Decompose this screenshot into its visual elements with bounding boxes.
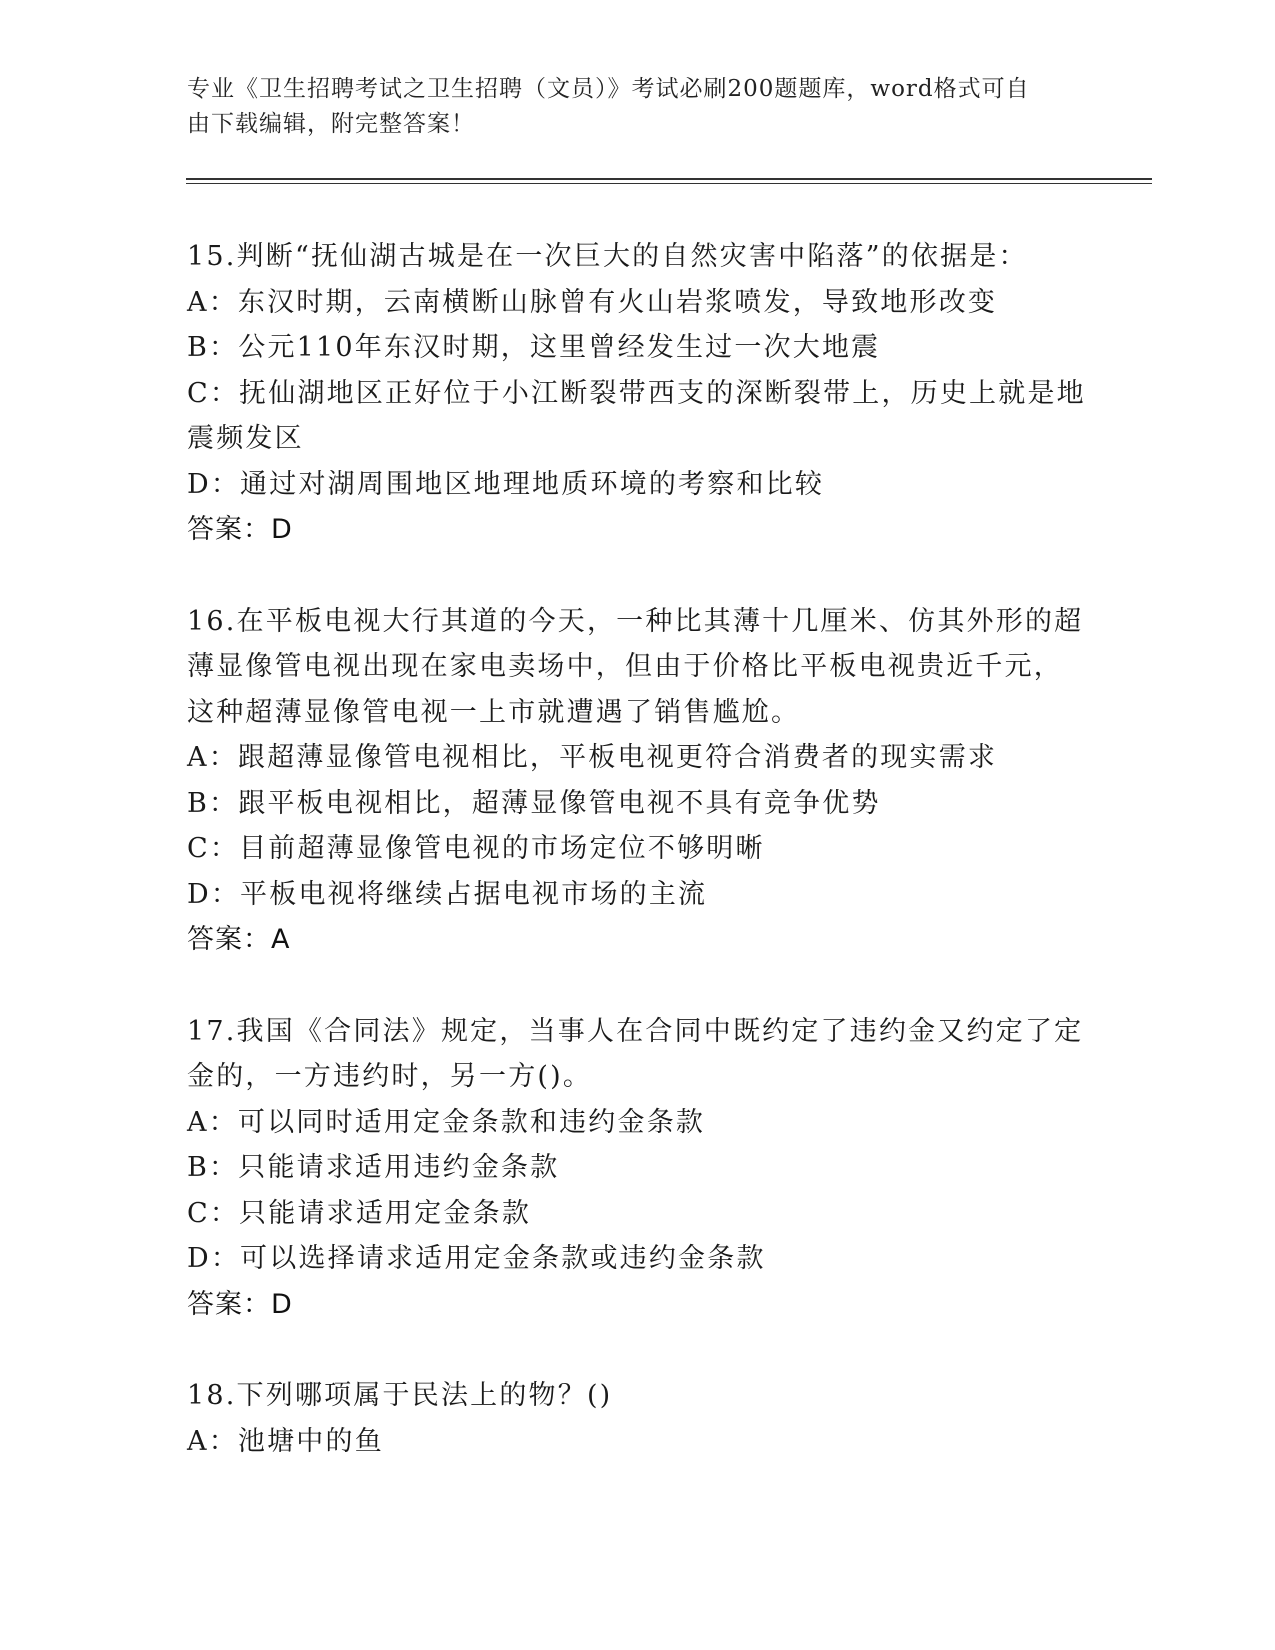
question-stem-line: 18.下列哪项属于民法上的物？(): [187, 1380, 613, 1411]
option-C-line: 震频发区: [187, 423, 304, 454]
answer-label: 答案：D: [187, 514, 293, 545]
option-A-line: A：跟超薄显像管电视相比，平板电视更符合消费者的现实需求: [187, 742, 998, 773]
answer-label: 答案：D: [187, 1288, 293, 1320]
question-list: [187, 234, 1087, 1510]
document-header: [187, 72, 1067, 142]
question-1: [187, 234, 1087, 553]
option-D-line: D：通过对湖周围地区地理地质环境的考察和比较: [187, 468, 825, 500]
option-C-line: C：抚仙湖地区正好位于小江断裂带西支的深断裂带上，历史上就是地: [187, 377, 1086, 409]
option-B-line: B：公元110年东汉时期，这里曾经发生过一次大地震: [187, 332, 881, 363]
question-stem-line: 金的，一方违约时，另一方()。: [187, 1061, 593, 1092]
option-A-line: A：可以同时适用定金条款和违约金条款: [187, 1106, 706, 1138]
question-3: [187, 1009, 1087, 1328]
header-line-2: 由下载编辑，附完整答案！: [187, 111, 475, 137]
option-D-line: D：可以选择请求适用定金条款或违约金条款: [187, 1243, 766, 1274]
option-A-line: A：池塘中的鱼: [187, 1425, 384, 1457]
header-line-1: 专业《卫生招聘考试之卫生招聘（文员）》考试必刷200题题库，word格式可自: [187, 76, 1030, 102]
header-divider: [186, 178, 1152, 184]
answer-label: 答案：A: [187, 924, 291, 955]
question-stem-line: 17.我国《合同法》规定，当事人在合同中既约定了违约金又约定了定: [187, 1015, 1084, 1047]
question-stem-line: 16.在平板电视大行其道的今天，一种比其薄十几厘米、仿其外形的超: [187, 605, 1084, 637]
question-stem-line: 这种超薄显像管电视一上市就遭遇了销售尴尬。: [187, 696, 801, 728]
question-stem-line: 薄显像管电视出现在家电卖场中，但由于价格比平板电视贵近千元，: [187, 651, 1063, 682]
option-B-line: B：只能请求适用违约金条款: [187, 1152, 560, 1183]
option-B-line: B：跟平板电视相比，超薄显像管电视不具有竞争优势: [187, 787, 881, 819]
question-4: [187, 1373, 1087, 1464]
option-C-line: C：目前超薄显像管电视的市场定位不够明晰: [187, 833, 765, 864]
option-C-line: C：只能请求适用定金条款: [187, 1197, 532, 1229]
question-2: [187, 599, 1087, 963]
option-A-line: A：东汉时期，云南横断山脉曾有火山岩浆喷发，导致地形改变: [187, 286, 998, 318]
question-stem-line: 15.判断“抚仙湖古城是在一次巨大的自然灾害中陷落”的依据是：: [187, 241, 1028, 272]
option-D-line: D：平板电视将继续占据电视市场的主流: [187, 878, 708, 910]
